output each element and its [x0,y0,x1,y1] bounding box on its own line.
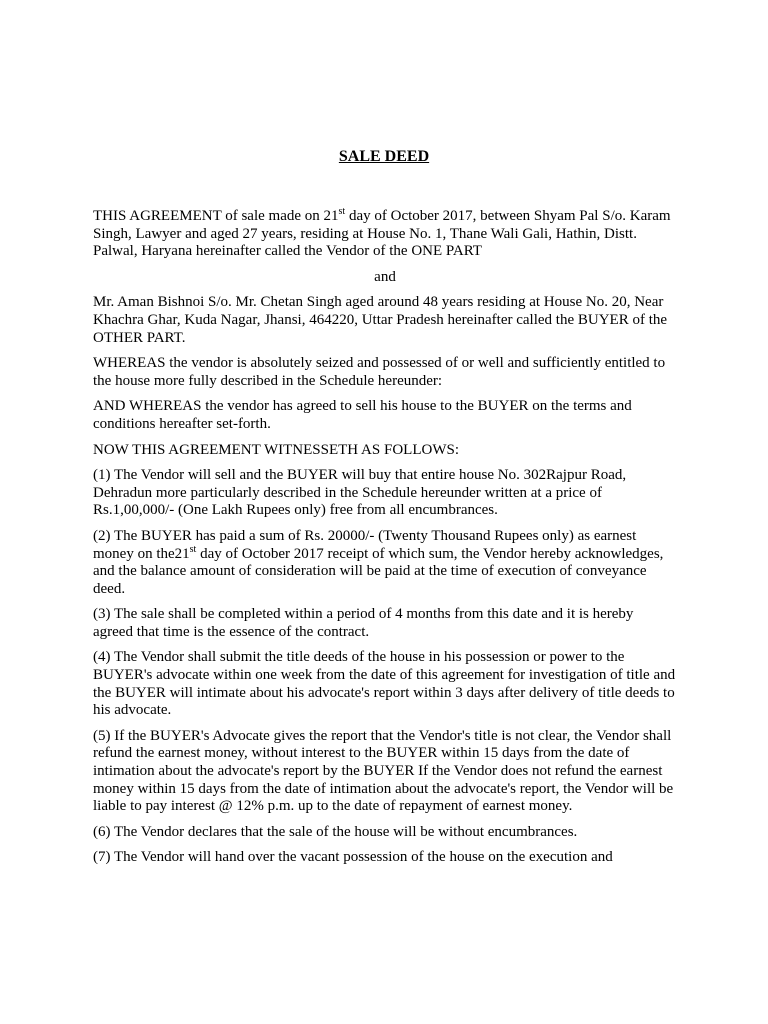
clause-4: (4) The Vendor shall submit the title deeds of the house in his possession or power to the BUYER's advocate within one week from the date of this agreement for investigation of title and the BUYER will intimate about his advocate's report within 3 days after delivery of title deeds to his advocate. [93,649,676,719]
buyer-paragraph: Mr. Aman Bishnoi S/o. Mr. Chetan Singh aged around 48 years residing at House No. 20, Near Khachra Ghar, Kuda Nagar, Jhansi, 464220, Uttar Pradesh hereinafter called the BUYER of the OTHER PART. [93,294,668,346]
whereas-paragraph-1: WHEREAS the vendor is absolutely seized and possessed of or well and sufficiently entitled to the house more fully described in the Schedule hereunder: [93,355,666,389]
document-title: SALE DEED [338,148,430,165]
clause-2 [93,528,677,598]
clause-2-text-b: day of October 2017 receipt of which sum, the Vendor hereby acknowledges, and the balance amount of consideration will be paid at the time of execution of conveyance deed. [93,545,664,597]
clause-6: (6) The Vendor declares that the sale of the house will be without encumbrances. [93,823,578,840]
intro-text-b: day of October 2017, between Shyam Pal S/o. Karam Singh, Lawyer and aged 27 years, residing at House No. 1, Thane Wali Gali, Hathin, Distt. Palwal, Haryana hereinafter called the Vendor of the ONE PART [93,208,671,260]
clause-7: (7) The Vendor will hand over the vacant possession of the house on the execution and [93,849,613,866]
clause-2-text-a: (2) The BUYER has paid a sum of Rs. 20000/- (Twenty Thousand Rupees only) as earnest money on the21 [93,527,637,562]
whereas-paragraph-2: AND WHEREAS the vendor has agreed to sell his house to the BUYER on the terms and conditions hereafter set-forth. [93,398,632,432]
witnesseth-heading: NOW THIS AGREEMENT WITNESSETH AS FOLLOWS: [93,441,459,458]
clause-5: (5) If the BUYER's Advocate gives the report that the Vendor's title is not clear, the Vendor shall refund the earnest money, without interest to the BUYER within 15 days from the date of intimation about the advocate's report by the BUYER If the Vendor does not refund the earnest money within 15 days from the date of intimation about the advocate's report, the Vendor will be liable to pay interest @ 12% p.m. up to the date of repayment of earnest money. [93,727,674,815]
intro-paragraph [93,208,677,261]
document-body [93,208,677,875]
clause-2-superscript: st [189,543,197,555]
and-separator: and [374,268,396,285]
intro-superscript: st [338,206,346,217]
clause-3: (3) The sale shall be completed within a period of 4 months from this date and it is hereby agreed that time is the essence of the contract. [93,606,634,640]
clause-1: (1) The Vendor will sell and the BUYER will buy that entire house No. 302Rajpur Road, Dehradun more particularly described in the Schedule hereunder written at a price of Rs.1,00,000/- (One Lakh Rupees only) free from all encumbrances. [93,467,627,519]
intro-text-a: THIS AGREEMENT of sale made on 21 [93,208,339,224]
